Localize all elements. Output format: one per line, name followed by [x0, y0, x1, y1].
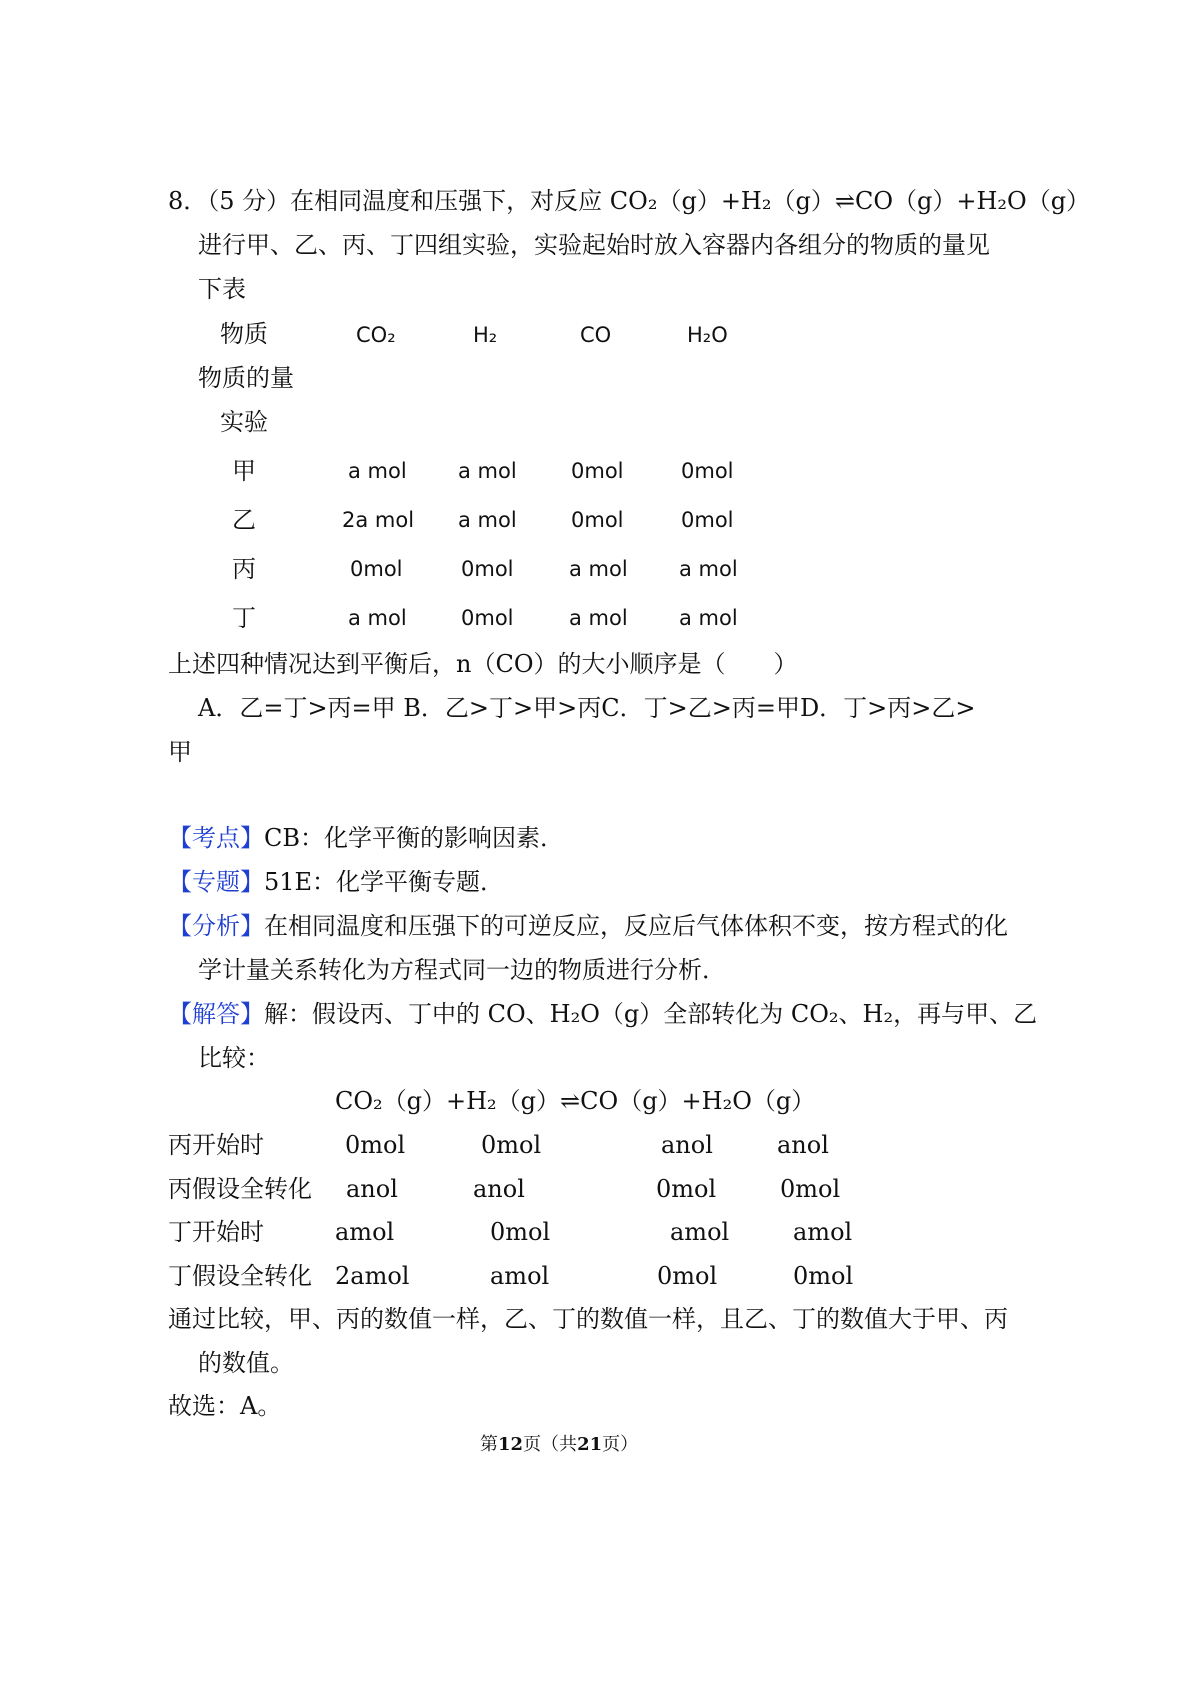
conversion-label: 丁假设全转化 [168, 1262, 312, 1290]
table-cell: 0mol [350, 557, 403, 581]
table-header-h2o: H₂O [687, 323, 728, 347]
answer-options-wrap: 甲 [168, 738, 192, 766]
table-cell: 0mol [461, 606, 514, 630]
jieda-text: 解：假设丙、丁中的 CO、H₂O（g）全部转化为 CO₂、H₂，再与甲、乙 [264, 1000, 1038, 1028]
footer-total-pages: 21 [577, 1434, 603, 1455]
zhuanti-tag: 【专题】 [168, 868, 264, 896]
conversion-cell: amol [335, 1218, 395, 1246]
table-row-label: 乙 [232, 506, 256, 534]
table-cell: a mol [679, 606, 738, 630]
table-cell: a mol [679, 557, 738, 581]
fenxi-text: 在相同温度和压强下的可逆反应，反应后气体体积不变，按方程式的化 [264, 912, 1008, 940]
zhuanti-line [168, 870, 504, 894]
conversion-cell: anol [777, 1131, 829, 1159]
answer-options: A．乙=丁>丙=甲 B．乙>丁>甲>丙C．丁>乙>丙=甲D．丁>丙>乙> [198, 694, 976, 722]
question-line-2: 进行甲、乙、丙、丁四组实验，实验起始时放入容器内各组分的物质的量见 [198, 231, 990, 259]
table-cell: 0mol [571, 508, 624, 532]
conversion-label: 丙开始时 [168, 1131, 264, 1159]
conclusion-line-1: 通过比较，甲、丙的数值一样，乙、丁的数值一样，且乙、丁的数值大于甲、丙 [168, 1305, 1008, 1333]
table-cell: 0mol [681, 508, 734, 532]
conversion-cell: amol [490, 1262, 550, 1290]
footer-suffix: 页） [602, 1434, 639, 1455]
final-answer: 故选：A。 [168, 1392, 282, 1420]
table-cell: a mol [458, 508, 517, 532]
question-line-1: 8．（5 分）在相同温度和压强下，对反应 CO₂（g）+H₂（g）⇌CO（g）+H₂O（g） [168, 187, 1091, 215]
footer-page-number: 12 [498, 1434, 524, 1455]
table-row-label: 甲 [232, 457, 256, 485]
fenxi-line [168, 914, 1008, 938]
table-corner-top: 物质 [220, 320, 268, 348]
table-header-h2: H₂ [473, 323, 498, 347]
conversion-cell: 0mol [490, 1218, 551, 1246]
fenxi-line-2: 学计量关系转化为方程式同一边的物质进行分析． [198, 956, 726, 984]
table-header-co2: CO₂ [356, 323, 396, 347]
table-cell: 0mol [681, 459, 734, 483]
conversion-cell: amol [670, 1218, 730, 1246]
kaodian-text: CB：化学平衡的影响因素． [264, 824, 564, 852]
jieda-line-2: 比较： [198, 1044, 270, 1072]
kaodian-tag: 【考点】 [168, 824, 264, 852]
table-cell: 0mol [571, 459, 624, 483]
conversion-cell: 0mol [793, 1262, 854, 1290]
question-line-3: 下表 [198, 275, 246, 303]
table-row-label: 丙 [232, 555, 256, 583]
fenxi-tag: 【分析】 [168, 912, 264, 940]
table-cell: a mol [569, 606, 628, 630]
conversion-cell: 0mol [656, 1175, 717, 1203]
kaodian-line [168, 826, 564, 850]
footer-middle: 页（共 [523, 1434, 578, 1455]
footer-prefix: 第 [480, 1434, 498, 1455]
conclusion-line-2: 的数值。 [198, 1349, 294, 1377]
jieda-tag: 【解答】 [168, 1000, 264, 1028]
conversion-cell: anol [346, 1175, 398, 1203]
table-cell: a mol [458, 459, 517, 483]
conversion-cell: amol [793, 1218, 853, 1246]
table-header-co: CO [580, 323, 612, 347]
table-cell: a mol [348, 459, 407, 483]
table-corner-bottom: 实验 [220, 408, 268, 436]
question-prompt: 上述四种情况达到平衡后，n（CO）的大小顺序是（ ） [168, 650, 798, 678]
table-cell: 2a mol [342, 508, 415, 532]
conversion-cell: 0mol [345, 1131, 406, 1159]
conversion-cell: 0mol [657, 1262, 718, 1290]
zhuanti-text: 51E：化学平衡专题． [264, 868, 505, 896]
reaction-equation: CO₂（g）+H₂（g）⇌CO（g）+H₂O（g） [335, 1087, 816, 1115]
conversion-cell: 2amol [335, 1262, 410, 1290]
jieda-line [168, 1002, 1037, 1026]
table-corner-mid: 物质的量 [198, 364, 294, 392]
conversion-label: 丁开始时 [168, 1218, 264, 1246]
page-footer [480, 1436, 638, 1454]
conversion-label: 丙假设全转化 [168, 1175, 312, 1203]
conversion-cell: anol [661, 1131, 713, 1159]
table-cell: a mol [569, 557, 628, 581]
table-cell: 0mol [461, 557, 514, 581]
conversion-cell: anol [473, 1175, 525, 1203]
conversion-cell: 0mol [780, 1175, 841, 1203]
conversion-cell: 0mol [481, 1131, 542, 1159]
table-cell: a mol [348, 606, 407, 630]
table-row-label: 丁 [232, 604, 256, 632]
